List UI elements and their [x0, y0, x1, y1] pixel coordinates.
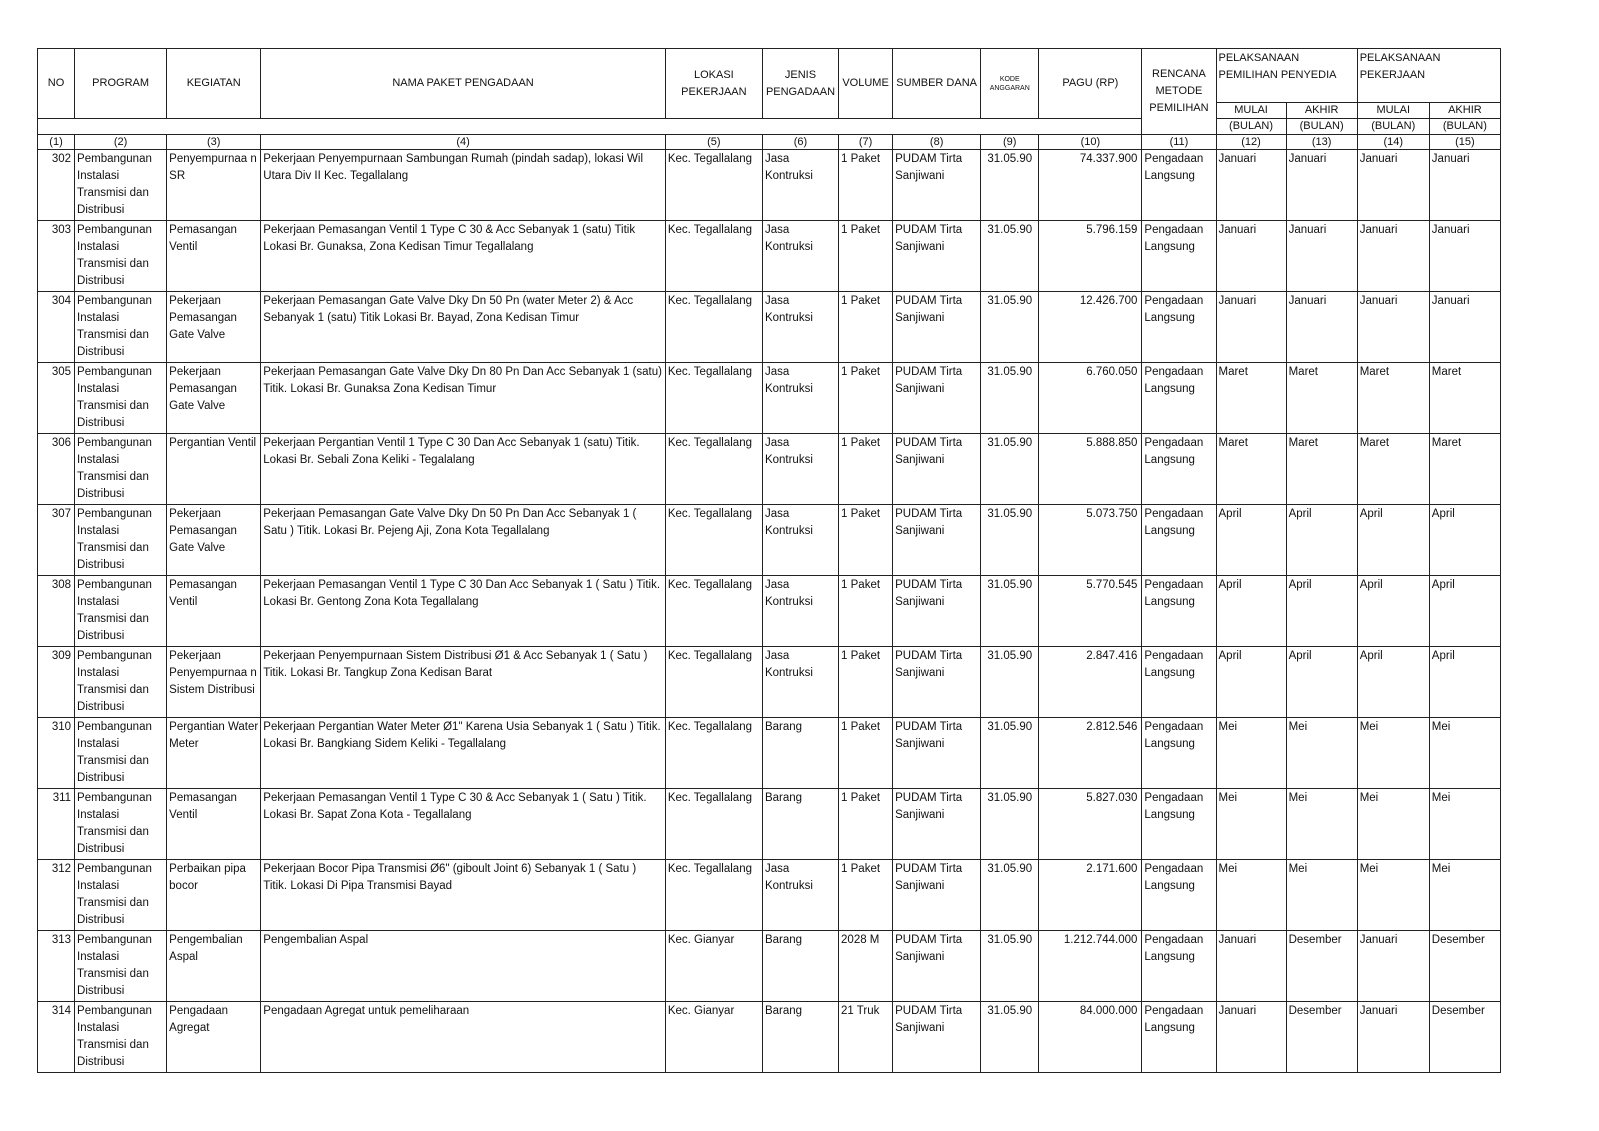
cell-kode-anggaran: 31.05.90 — [981, 292, 1039, 363]
cell-pekerjaan-mulai: Januari — [1357, 1002, 1429, 1073]
column-number: (11) — [1142, 135, 1216, 150]
cell-pekerjaan-mulai: Mei — [1357, 718, 1429, 789]
cell-nama-paket: Pekerjaan Pergantian Ventil 1 Type C 30 Dan Acc Sebanyak 1 (satu) Titik. Lokasi Br. Sebali Zona Keliki - Tegalalang — [261, 434, 666, 505]
cell-lokasi: Kec. Tegallalang — [665, 718, 762, 789]
cell-pekerjaan-akhir: Desember — [1429, 931, 1500, 1002]
cell-program: Pembangunan Instalasi Transmisi dan Distribusi — [75, 292, 167, 363]
cell-kode-anggaran: 31.05.90 — [981, 789, 1039, 860]
cell-pemilihan-akhir: Maret — [1286, 434, 1357, 505]
cell-pekerjaan-mulai: Januari — [1357, 150, 1429, 221]
cell-no: 304 — [38, 292, 75, 363]
header-program: PROGRAM — [75, 49, 167, 119]
cell-kode-anggaran: 31.05.90 — [981, 860, 1039, 931]
cell-pagu: 5.827.030 — [1039, 789, 1142, 860]
cell-pemilihan-akhir: April — [1286, 647, 1357, 718]
cell-pekerjaan-akhir: April — [1429, 576, 1500, 647]
header-pekerjaan-mulai: MULAI — [1357, 103, 1429, 119]
column-number: (6) — [762, 135, 838, 150]
cell-pagu: 2.171.600 — [1039, 860, 1142, 931]
header-no: NO — [38, 49, 75, 119]
cell-kegiatan: Pemasangan Ventil — [167, 576, 261, 647]
cell-kegiatan: Pekerjaan Pemasangan Gate Valve — [167, 505, 261, 576]
cell-pekerjaan-akhir: Januari — [1429, 221, 1500, 292]
cell-pemilihan-mulai: April — [1216, 576, 1286, 647]
cell-kode-anggaran: 31.05.90 — [981, 363, 1039, 434]
column-number: (10) — [1039, 135, 1142, 150]
cell-no: 305 — [38, 363, 75, 434]
cell-volume: 1 Paket — [839, 434, 893, 505]
cell-kode-anggaran: 31.05.90 — [981, 576, 1039, 647]
cell-pagu: 1.212.744.000 — [1039, 931, 1142, 1002]
table-row — [38, 150, 1501, 221]
cell-metode: Pengadaan Langsung — [1142, 647, 1216, 718]
header-nama-paket: NAMA PAKET PENGADAAN — [261, 49, 666, 119]
cell-sumber-dana: PUDAM Tirta Sanjiwani — [893, 363, 981, 434]
header-rencana-metode: RENCANA METODE PEMILIHAN — [1142, 49, 1216, 135]
cell-pekerjaan-mulai: April — [1357, 576, 1429, 647]
cell-pemilihan-akhir: Januari — [1286, 221, 1357, 292]
cell-kegiatan: Pekerjaan Penyempurnaa n Sistem Distribusi — [167, 647, 261, 718]
table-row — [38, 221, 1501, 292]
cell-pagu: 5.770.545 — [1039, 576, 1142, 647]
cell-pagu: 6.760.050 — [1039, 363, 1142, 434]
cell-kegiatan: Pekerjaan Pemasangan Gate Valve — [167, 292, 261, 363]
cell-lokasi: Kec. Tegallalang — [665, 292, 762, 363]
table-row — [38, 1002, 1501, 1073]
cell-pagu: 12.426.700 — [1039, 292, 1142, 363]
cell-program: Pembangunan Instalasi Transmisi dan Distribusi — [75, 576, 167, 647]
cell-sumber-dana: PUDAM Tirta Sanjiwani — [893, 292, 981, 363]
cell-pekerjaan-akhir: April — [1429, 647, 1500, 718]
header-pemilihan-mulai-unit: (BULAN) — [1216, 119, 1286, 135]
cell-no: 308 — [38, 576, 75, 647]
cell-kode-anggaran: 31.05.90 — [981, 931, 1039, 1002]
cell-pekerjaan-mulai: Januari — [1357, 221, 1429, 292]
cell-no: 306 — [38, 434, 75, 505]
cell-sumber-dana: PUDAM Tirta Sanjiwani — [893, 434, 981, 505]
column-number: (14) — [1357, 135, 1429, 150]
cell-pemilihan-akhir: Desember — [1286, 931, 1357, 1002]
cell-lokasi: Kec. Gianyar — [665, 931, 762, 1002]
cell-pemilihan-mulai: Januari — [1216, 150, 1286, 221]
cell-metode: Pengadaan Langsung — [1142, 150, 1216, 221]
cell-pemilihan-mulai: Mei — [1216, 718, 1286, 789]
cell-program: Pembangunan Instalasi Transmisi dan Distribusi — [75, 363, 167, 434]
cell-nama-paket: Pekerjaan Pemasangan Ventil 1 Type C 30 Dan Acc Sebanyak 1 ( Satu ) Titik. Lokasi Br. Gentong Zona Kota Tegallalang — [261, 576, 666, 647]
header-pekerjaan-akhir-unit: (BULAN) — [1429, 119, 1500, 135]
cell-nama-paket: Pekerjaan Pemasangan Gate Valve Dky Dn 80 Pn Dan Acc Sebanyak 1 (satu) Titik. Lokasi Br. Gunaksa Zona Kedisan Timur — [261, 363, 666, 434]
cell-volume: 1 Paket — [839, 789, 893, 860]
cell-sumber-dana: PUDAM Tirta Sanjiwani — [893, 647, 981, 718]
header-pekerjaan-mulai-unit: (BULAN) — [1357, 119, 1429, 135]
table-header — [38, 49, 1501, 150]
cell-metode: Pengadaan Langsung — [1142, 363, 1216, 434]
cell-program: Pembangunan Instalasi Transmisi dan Distribusi — [75, 647, 167, 718]
cell-pekerjaan-mulai: Januari — [1357, 292, 1429, 363]
cell-jenis: Jasa Kontruksi — [762, 505, 838, 576]
cell-metode: Pengadaan Langsung — [1142, 292, 1216, 363]
cell-kode-anggaran: 31.05.90 — [981, 150, 1039, 221]
cell-pemilihan-akhir: Januari — [1286, 150, 1357, 221]
header-pelaksanaan-pemilihan: PELAKSANAAN PEMILIHAN PENYEDIA — [1216, 49, 1357, 103]
cell-lokasi: Kec. Tegallalang — [665, 789, 762, 860]
cell-program: Pembangunan Instalasi Transmisi dan Distribusi — [75, 150, 167, 221]
procurement-table — [37, 48, 1501, 1073]
cell-pemilihan-mulai: Januari — [1216, 221, 1286, 292]
cell-kegiatan: Pergantian Water Meter — [167, 718, 261, 789]
column-number: (9) — [981, 135, 1039, 150]
table-row — [38, 860, 1501, 931]
column-number: (12) — [1216, 135, 1286, 150]
cell-volume: 1 Paket — [839, 647, 893, 718]
column-number: (2) — [75, 135, 167, 150]
cell-metode: Pengadaan Langsung — [1142, 1002, 1216, 1073]
cell-no: 303 — [38, 221, 75, 292]
cell-pemilihan-akhir: April — [1286, 505, 1357, 576]
cell-nama-paket: Pengembalian Aspal — [261, 931, 666, 1002]
cell-no: 314 — [38, 1002, 75, 1073]
table-row — [38, 647, 1501, 718]
cell-sumber-dana: PUDAM Tirta Sanjiwani — [893, 150, 981, 221]
cell-sumber-dana: PUDAM Tirta Sanjiwani — [893, 505, 981, 576]
cell-pemilihan-mulai: Mei — [1216, 860, 1286, 931]
cell-program: Pembangunan Instalasi Transmisi dan Distribusi — [75, 221, 167, 292]
cell-pekerjaan-mulai: Maret — [1357, 363, 1429, 434]
cell-kegiatan: Pergantian Ventil — [167, 434, 261, 505]
table-row — [38, 789, 1501, 860]
cell-nama-paket: Pekerjaan Pemasangan Gate Valve Dky Dn 50 Pn (water Meter 2) & Acc Sebanyak 1 (satu) Titik Lokasi Br. Bayad, Zona Kedisan Timur — [261, 292, 666, 363]
cell-volume: 21 Truk — [839, 1002, 893, 1073]
cell-nama-paket: Pekerjaan Pemasangan Ventil 1 Type C 30 & Acc Sebanyak 1 ( Satu ) Titik. Lokasi Br. Sapat Zona Kota - Tegallalang — [261, 789, 666, 860]
column-number: (3) — [167, 135, 261, 150]
cell-pemilihan-akhir: Mei — [1286, 789, 1357, 860]
cell-jenis: Jasa Kontruksi — [762, 434, 838, 505]
cell-nama-paket: Pekerjaan Bocor Pipa Transmisi Ø6" (giboult Joint 6) Sebanyak 1 ( Satu ) Titik. Lokasi Di Pipa Transmisi Bayad — [261, 860, 666, 931]
cell-lokasi: Kec. Gianyar — [665, 1002, 762, 1073]
cell-pemilihan-mulai: Maret — [1216, 434, 1286, 505]
cell-no: 313 — [38, 931, 75, 1002]
cell-kegiatan: Pengembalian Aspal — [167, 931, 261, 1002]
cell-metode: Pengadaan Langsung — [1142, 718, 1216, 789]
cell-no: 310 — [38, 718, 75, 789]
cell-no: 309 — [38, 647, 75, 718]
cell-pekerjaan-akhir: Mei — [1429, 718, 1500, 789]
column-number: (4) — [261, 135, 666, 150]
cell-program: Pembangunan Instalasi Transmisi dan Distribusi — [75, 718, 167, 789]
cell-sumber-dana: PUDAM Tirta Sanjiwani — [893, 931, 981, 1002]
cell-lokasi: Kec. Tegallalang — [665, 434, 762, 505]
cell-lokasi: Kec. Tegallalang — [665, 150, 762, 221]
cell-nama-paket: Pekerjaan Pemasangan Gate Valve Dky Dn 50 Pn Dan Acc Sebanyak 1 ( Satu ) Titik. Lokasi Br. Pejeng Aji, Zona Kota Tegallalang — [261, 505, 666, 576]
cell-pekerjaan-akhir: Mei — [1429, 860, 1500, 931]
cell-kegiatan: Pekerjaan Pemasangan Gate Valve — [167, 363, 261, 434]
header-jenis: JENIS PENGADAAN — [762, 49, 838, 119]
cell-sumber-dana: PUDAM Tirta Sanjiwani — [893, 860, 981, 931]
cell-no: 311 — [38, 789, 75, 860]
column-number: (15) — [1429, 135, 1500, 150]
cell-kode-anggaran: 31.05.90 — [981, 718, 1039, 789]
cell-pagu: 5.073.750 — [1039, 505, 1142, 576]
table-row — [38, 505, 1501, 576]
cell-jenis: Barang — [762, 789, 838, 860]
column-number-row — [38, 135, 1501, 150]
cell-kode-anggaran: 31.05.90 — [981, 1002, 1039, 1073]
cell-pemilihan-mulai: Mei — [1216, 789, 1286, 860]
cell-nama-paket: Pekerjaan Penyempurnaan Sambungan Rumah (pindah sadap), lokasi Wil Utara Div II Kec. Tegallalang — [261, 150, 666, 221]
cell-jenis: Jasa Kontruksi — [762, 363, 838, 434]
cell-jenis: Jasa Kontruksi — [762, 292, 838, 363]
table-row — [38, 434, 1501, 505]
header-kode-anggaran: KODE ANGGARAN — [981, 49, 1039, 119]
cell-program: Pembangunan Instalasi Transmisi dan Distribusi — [75, 434, 167, 505]
header-pekerjaan-akhir: AKHIR — [1429, 103, 1500, 119]
column-number: (7) — [839, 135, 893, 150]
cell-pemilihan-mulai: Januari — [1216, 931, 1286, 1002]
cell-nama-paket: Pengadaan Agregat untuk pemeliharaan — [261, 1002, 666, 1073]
column-number: (5) — [665, 135, 762, 150]
header-lokasi: LOKASI PEKERJAAN — [665, 49, 762, 119]
cell-lokasi: Kec. Tegallalang — [665, 860, 762, 931]
cell-pekerjaan-akhir: Mei — [1429, 789, 1500, 860]
cell-pekerjaan-mulai: Januari — [1357, 931, 1429, 1002]
cell-kode-anggaran: 31.05.90 — [981, 434, 1039, 505]
cell-nama-paket: Pekerjaan Pemasangan Ventil 1 Type C 30 & Acc Sebanyak 1 (satu) Titik Lokasi Br. Gunaksa, Zona Kedisan Timur Tegallalang — [261, 221, 666, 292]
cell-jenis: Barang — [762, 1002, 838, 1073]
cell-volume: 1 Paket — [839, 505, 893, 576]
cell-pekerjaan-mulai: Maret — [1357, 434, 1429, 505]
cell-sumber-dana: PUDAM Tirta Sanjiwani — [893, 1002, 981, 1073]
cell-no: 312 — [38, 860, 75, 931]
cell-kode-anggaran: 31.05.90 — [981, 221, 1039, 292]
cell-lokasi: Kec. Tegallalang — [665, 363, 762, 434]
cell-pekerjaan-akhir: Desember — [1429, 1002, 1500, 1073]
cell-pagu: 2.812.546 — [1039, 718, 1142, 789]
cell-sumber-dana: PUDAM Tirta Sanjiwani — [893, 221, 981, 292]
header-pemilihan-akhir: AKHIR — [1286, 103, 1357, 119]
cell-volume: 1 Paket — [839, 363, 893, 434]
cell-pekerjaan-mulai: Mei — [1357, 860, 1429, 931]
header-spacer — [38, 119, 1142, 135]
cell-kegiatan: Pemasangan Ventil — [167, 221, 261, 292]
cell-lokasi: Kec. Tegallalang — [665, 505, 762, 576]
header-pemilihan-mulai: MULAI — [1216, 103, 1286, 119]
cell-metode: Pengadaan Langsung — [1142, 860, 1216, 931]
column-number: (13) — [1286, 135, 1357, 150]
cell-pekerjaan-akhir: Januari — [1429, 292, 1500, 363]
cell-metode: Pengadaan Langsung — [1142, 576, 1216, 647]
cell-jenis: Jasa Kontruksi — [762, 150, 838, 221]
cell-pagu: 5.888.850 — [1039, 434, 1142, 505]
cell-program: Pembangunan Instalasi Transmisi dan Distribusi — [75, 505, 167, 576]
cell-volume: 2028 M — [839, 931, 893, 1002]
cell-volume: 1 Paket — [839, 292, 893, 363]
table-row — [38, 931, 1501, 1002]
cell-metode: Pengadaan Langsung — [1142, 789, 1216, 860]
cell-program: Pembangunan Instalasi Transmisi dan Distribusi — [75, 789, 167, 860]
cell-pagu: 5.796.159 — [1039, 221, 1142, 292]
table-row — [38, 363, 1501, 434]
cell-pekerjaan-mulai: Mei — [1357, 789, 1429, 860]
cell-kegiatan: Penyempurnaa n SR — [167, 150, 261, 221]
cell-jenis: Barang — [762, 931, 838, 1002]
cell-pemilihan-akhir: Maret — [1286, 363, 1357, 434]
header-volume: VOLUME — [839, 49, 893, 119]
cell-kegiatan: Pengadaan Agregat — [167, 1002, 261, 1073]
cell-metode: Pengadaan Langsung — [1142, 434, 1216, 505]
cell-pemilihan-mulai: Januari — [1216, 292, 1286, 363]
cell-pagu: 2.847.416 — [1039, 647, 1142, 718]
cell-pekerjaan-akhir: Januari — [1429, 150, 1500, 221]
header-sumber-dana: SUMBER DANA — [893, 49, 981, 119]
cell-volume: 1 Paket — [839, 718, 893, 789]
cell-metode: Pengadaan Langsung — [1142, 221, 1216, 292]
cell-pemilihan-akhir: April — [1286, 576, 1357, 647]
cell-pemilihan-mulai: April — [1216, 647, 1286, 718]
cell-program: Pembangunan Instalasi Transmisi dan Distribusi — [75, 1002, 167, 1073]
header-pemilihan-akhir-unit: (BULAN) — [1286, 119, 1357, 135]
cell-no: 302 — [38, 150, 75, 221]
cell-jenis: Jasa Kontruksi — [762, 221, 838, 292]
cell-pagu: 74.337.900 — [1039, 150, 1142, 221]
cell-program: Pembangunan Instalasi Transmisi dan Distribusi — [75, 931, 167, 1002]
cell-kode-anggaran: 31.05.90 — [981, 647, 1039, 718]
cell-program: Pembangunan Instalasi Transmisi dan Distribusi — [75, 860, 167, 931]
cell-pagu: 84.000.000 — [1039, 1002, 1142, 1073]
cell-kegiatan: Pemasangan Ventil — [167, 789, 261, 860]
cell-metode: Pengadaan Langsung — [1142, 931, 1216, 1002]
header-kegiatan: KEGIATAN — [167, 49, 261, 119]
cell-pemilihan-akhir: Desember — [1286, 1002, 1357, 1073]
cell-pekerjaan-akhir: Maret — [1429, 434, 1500, 505]
cell-jenis: Jasa Kontruksi — [762, 647, 838, 718]
cell-jenis: Jasa Kontruksi — [762, 860, 838, 931]
table-row — [38, 576, 1501, 647]
cell-metode: Pengadaan Langsung — [1142, 505, 1216, 576]
cell-volume: 1 Paket — [839, 150, 893, 221]
cell-pekerjaan-mulai: April — [1357, 505, 1429, 576]
cell-pemilihan-akhir: Mei — [1286, 718, 1357, 789]
header-pagu: PAGU (RP) — [1039, 49, 1142, 119]
cell-pekerjaan-akhir: Maret — [1429, 363, 1500, 434]
cell-sumber-dana: PUDAM Tirta Sanjiwani — [893, 718, 981, 789]
cell-pekerjaan-akhir: April — [1429, 505, 1500, 576]
cell-volume: 1 Paket — [839, 576, 893, 647]
cell-lokasi: Kec. Tegallalang — [665, 576, 762, 647]
table-row — [38, 718, 1501, 789]
cell-no: 307 — [38, 505, 75, 576]
cell-pemilihan-mulai: April — [1216, 505, 1286, 576]
cell-kode-anggaran: 31.05.90 — [981, 505, 1039, 576]
cell-volume: 1 Paket — [839, 221, 893, 292]
cell-nama-paket: Pekerjaan Pergantian Water Meter Ø1" Karena Usia Sebanyak 1 ( Satu ) Titik. Lokasi Br. Bangkiang Sidem Keliki - Tegallalang — [261, 718, 666, 789]
cell-pekerjaan-mulai: April — [1357, 647, 1429, 718]
cell-jenis: Barang — [762, 718, 838, 789]
cell-sumber-dana: PUDAM Tirta Sanjiwani — [893, 576, 981, 647]
cell-pemilihan-akhir: Mei — [1286, 860, 1357, 931]
table-row — [38, 292, 1501, 363]
cell-kegiatan: Perbaikan pipa bocor — [167, 860, 261, 931]
column-number: (1) — [38, 135, 75, 150]
cell-nama-paket: Pekerjaan Penyempurnaan Sistem Distribusi Ø1 & Acc Sebanyak 1 ( Satu ) Titik. Lokasi Br. Tangkup Zona Kedisan Barat — [261, 647, 666, 718]
cell-pemilihan-akhir: Januari — [1286, 292, 1357, 363]
cell-volume: 1 Paket — [839, 860, 893, 931]
header-pelaksanaan-pekerjaan: PELAKSANAAN PEKERJAAN — [1357, 49, 1500, 103]
cell-jenis: Jasa Kontruksi — [762, 576, 838, 647]
cell-pemilihan-mulai: Maret — [1216, 363, 1286, 434]
cell-lokasi: Kec. Tegallalang — [665, 647, 762, 718]
cell-sumber-dana: PUDAM Tirta Sanjiwani — [893, 789, 981, 860]
table-body — [38, 150, 1501, 1073]
cell-lokasi: Kec. Tegallalang — [665, 221, 762, 292]
column-number: (8) — [893, 135, 981, 150]
cell-pemilihan-mulai: Januari — [1216, 1002, 1286, 1073]
